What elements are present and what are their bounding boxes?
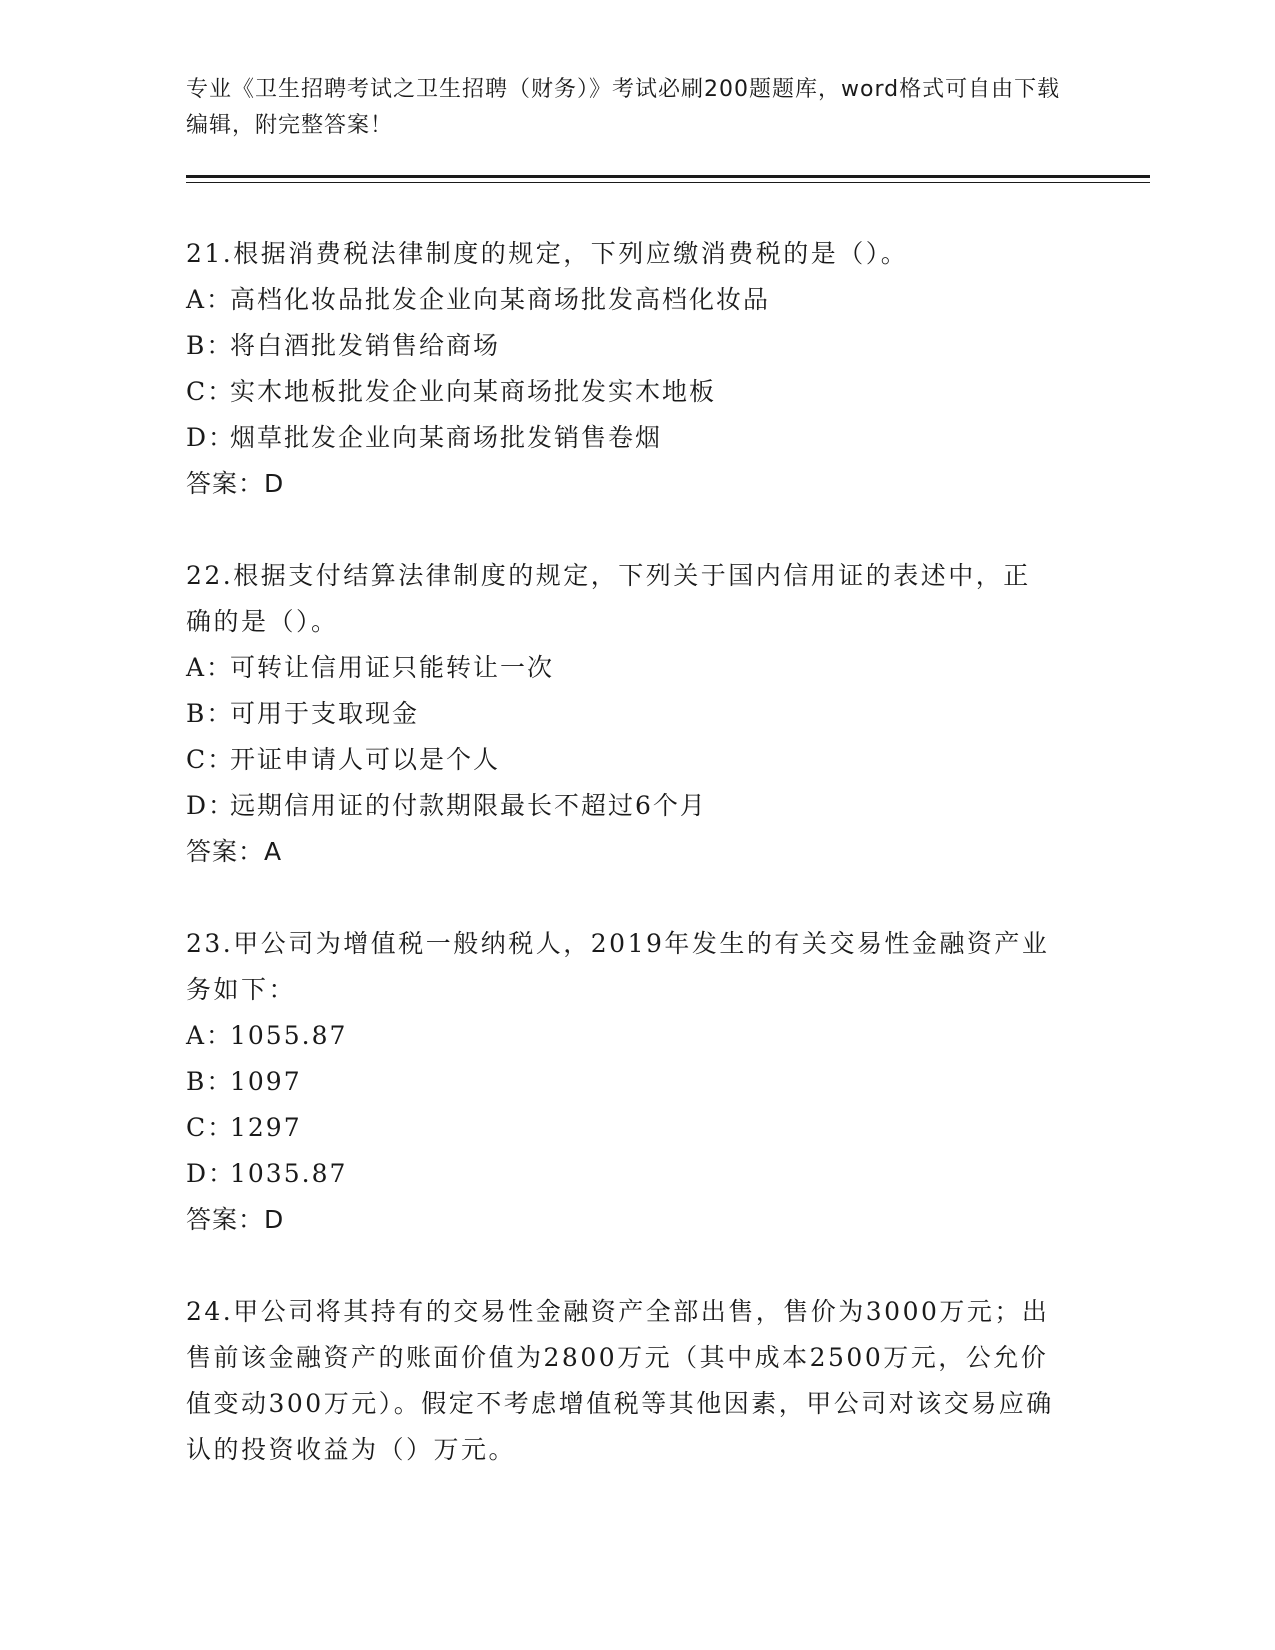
option-d — [186, 783, 1086, 829]
question-22 — [186, 553, 1086, 875]
option-letter: A： — [186, 285, 234, 314]
question-stem: 24.甲公司将其持有的交易性金融资产全部出售，售价为3000万元；出售前该金融资产的账面价值为2800万元（其中成本2500万元，公允价值变动300万元）。假定不考虑增值税等其他因素，甲公司对该交易应确认的投资收益为（）万元。 — [186, 1297, 1054, 1464]
option-letter: A： — [186, 653, 234, 682]
option-letter: D： — [186, 1159, 236, 1188]
question-23 — [186, 921, 1086, 1243]
option-text: 实木地板批发企业向某商场批发实木地板 — [230, 377, 717, 406]
option-d — [186, 1151, 1086, 1197]
option-letter: C： — [186, 1113, 235, 1142]
option-c — [186, 369, 1086, 415]
option-text: 将白酒批发销售给商场 — [230, 331, 501, 360]
option-letter: D： — [186, 791, 236, 820]
question-stem: 22.根据支付结算法律制度的规定，下列关于国内信用证的表述中，正确的是（）。 — [186, 561, 1031, 636]
question-24 — [186, 1289, 1086, 1473]
document-header: 专业《卫生招聘考试之卫生招聘（财务）》考试必刷200题题库，word格式可自由下载编辑，附完整答案！ — [186, 77, 1061, 138]
header-divider-thick — [186, 175, 1150, 178]
question-stem: 23.甲公司为增值税一般纳税人，2019年发生的有关交易性金融资产业务如下： — [186, 929, 1050, 1004]
option-a — [186, 645, 1086, 691]
question-list — [186, 231, 1086, 1519]
option-b — [186, 1059, 1086, 1105]
option-b — [186, 691, 1086, 737]
question-21 — [186, 231, 1086, 507]
option-text: 远期信用证的付款期限最长不超过6个月 — [230, 791, 707, 820]
option-c — [186, 737, 1086, 783]
answer-line: 答案：A — [186, 837, 283, 866]
option-text: 烟草批发企业向某商场批发销售卷烟 — [230, 423, 663, 452]
option-text: 1097 — [230, 1067, 302, 1096]
option-text: 可转让信用证只能转让一次 — [230, 653, 555, 682]
answer-line: 答案：D — [186, 1205, 285, 1234]
option-text: 1055.87 — [230, 1021, 348, 1050]
option-b — [186, 323, 1086, 369]
option-letter: B： — [186, 331, 234, 360]
option-letter: C： — [186, 377, 235, 406]
option-a — [186, 1013, 1086, 1059]
option-letter: A： — [186, 1021, 234, 1050]
question-stem: 21.根据消费税法律制度的规定，下列应缴消费税的是（）。 — [186, 239, 909, 268]
answer-line: 答案：D — [186, 469, 285, 498]
option-letter: C： — [186, 745, 235, 774]
option-text: 1297 — [230, 1113, 302, 1142]
option-text: 高档化妆品批发企业向某商场批发高档化妆品 — [230, 285, 771, 314]
option-c — [186, 1105, 1086, 1151]
option-letter: D： — [186, 423, 236, 452]
option-letter: B： — [186, 699, 234, 728]
option-text: 1035.87 — [230, 1159, 348, 1188]
option-a — [186, 277, 1086, 323]
option-d — [186, 415, 1086, 461]
header-divider-thin — [186, 182, 1150, 183]
option-text: 可用于支取现金 — [230, 699, 420, 728]
option-text: 开证申请人可以是个人 — [230, 745, 501, 774]
option-letter: B： — [186, 1067, 234, 1096]
